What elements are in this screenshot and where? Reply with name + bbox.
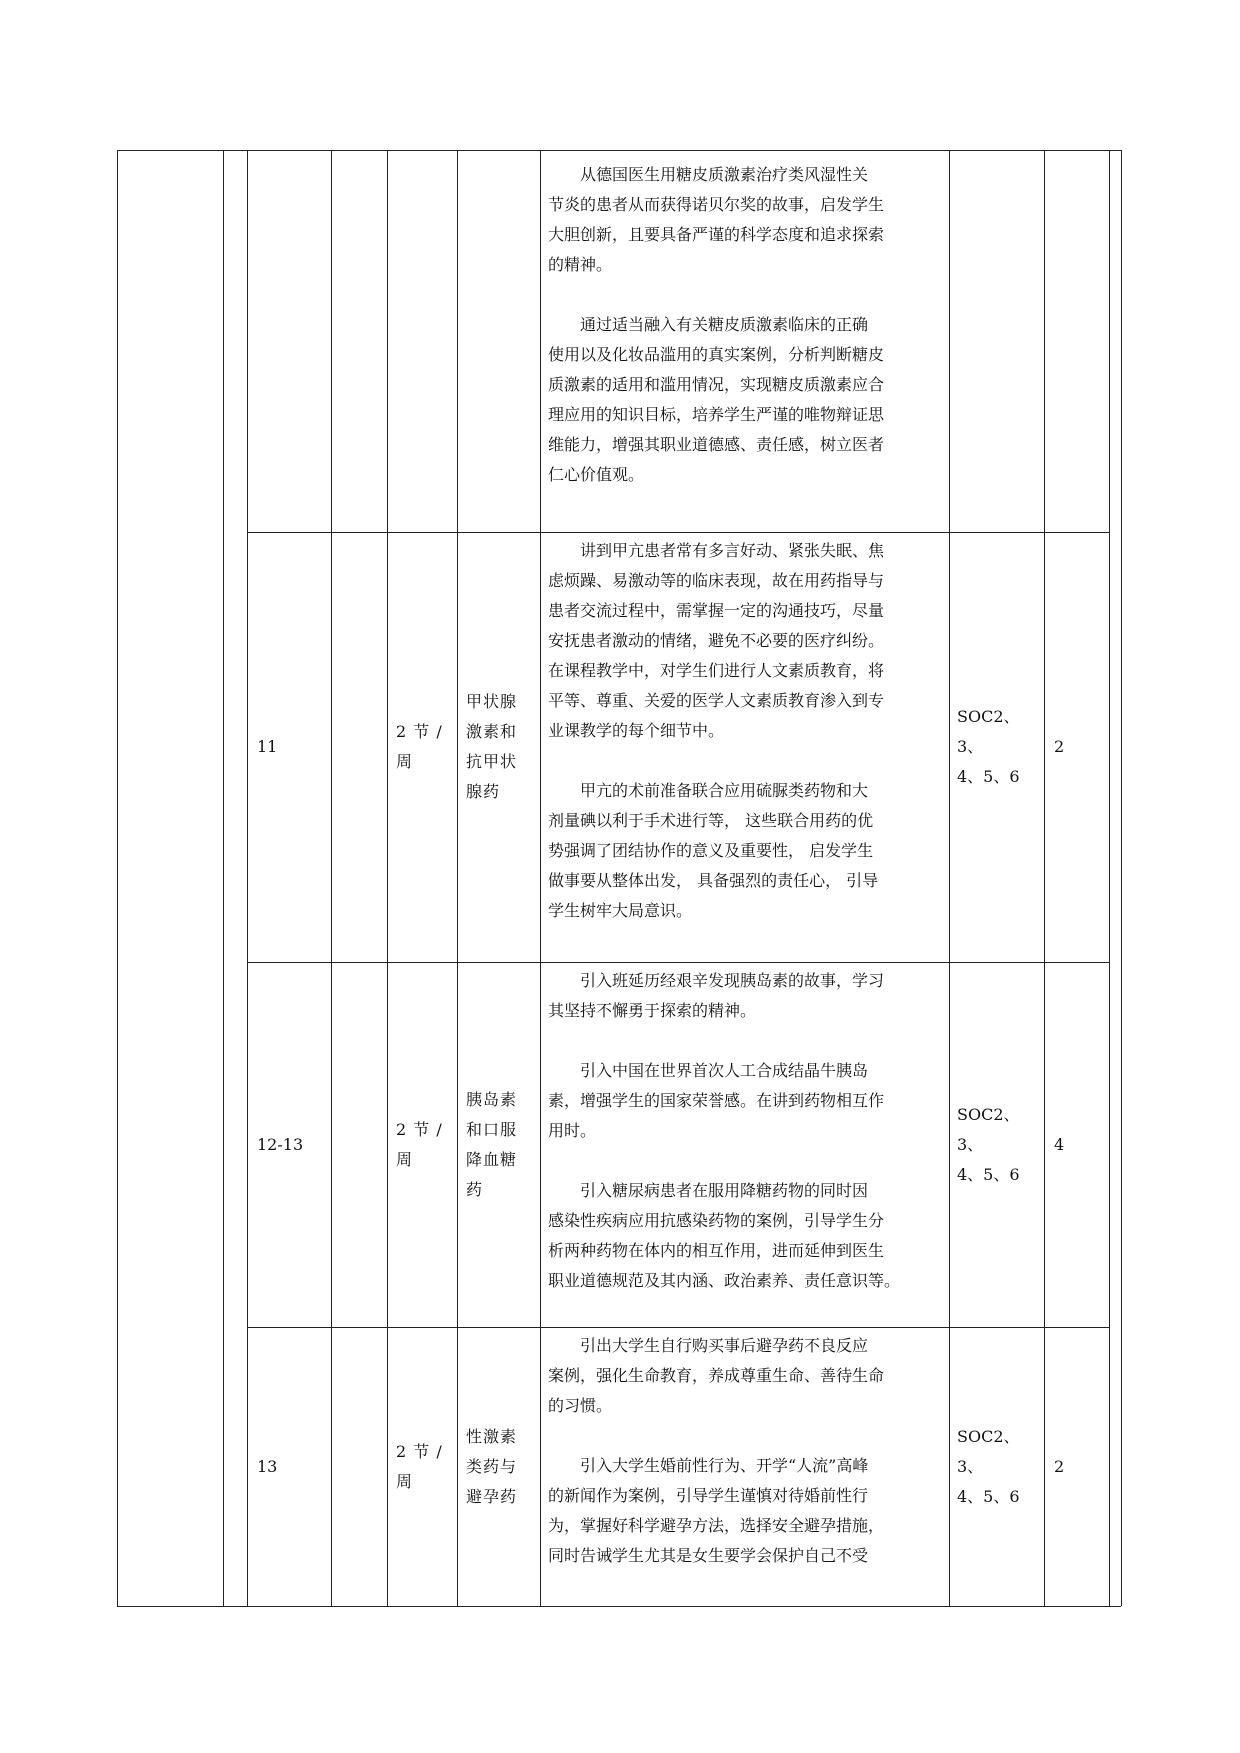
hours-cell: 2 节 / 周 (396, 1119, 443, 1169)
week-cell: 11 (257, 737, 278, 756)
table-border-bottom (117, 1606, 1121, 1607)
column-divider (949, 150, 950, 1606)
column-divider (247, 150, 248, 1606)
topic-cell: 性激素 类药与 避孕药 (466, 1426, 518, 1506)
content-paragraph: 通过适当融入有关糖皮质激素临床的正确 使用以及化妆品滥用的真实案例，分析判断糖皮 质激素的适用和滥用情况，实现糖皮质激素应合 理应用的知识目标，培养学生严谨的唯物辩证思 维能力，增强其职业道德感、责任感，树立医者 仁心价值观。 (548, 315, 885, 484)
content-paragraph: 从德国医生用糖皮质激素治疗类风湿性关 节炎的患者从而获得诺贝尔奖的故事，启发学生 大胆创新，且要具备严谨的科学态度和追求探索 的精神。 (548, 165, 885, 274)
column-divider (1109, 150, 1110, 1606)
column-divider (540, 150, 541, 1606)
credits-cell: 2 (1054, 1456, 1065, 1476)
content-paragraph: 引入中国在世界首次人工合成结晶牛胰岛 素，增强学生的国家荣誉感。在讲到药物相互作 用时。 (548, 1061, 885, 1140)
topic-cell: 胰岛素 和口服 降血糖 药 (466, 1089, 518, 1199)
column-divider (331, 150, 332, 1606)
content-cell (548, 536, 944, 926)
content-paragraph: 引出大学生自行购买事后避孕药不良反应 案例，强化生命教育，养成尊重生命、善待生命 的习惯。 (548, 1336, 885, 1415)
content-paragraph: 引入糖尿病患者在服用降糖药物的同时因 感染性疾病应用抗感染药物的案例，引导学生分 析两种药物在体内的相互作用，进而延伸到医生 职业道德规范及其内涵、政治素养、责任意识等。 (548, 1181, 901, 1290)
column-divider (223, 150, 224, 1606)
column-divider (457, 150, 458, 1606)
credits-cell: 4 (1054, 1134, 1065, 1154)
content-paragraph: 引入班延历经艰辛发现胰岛素的故事，学习 其坚持不懈勇于探索的精神。 (548, 971, 885, 1020)
content-paragraph: 讲到甲亢患者常有多言好动、紧张失眠、焦 虑烦躁、易激动等的临床表现，故在用药指导与 患者交流过程中，需掌握一定的沟通技巧，尽量 安抚患者激动的情绪，避免不必要的医疗纠纷。 在课程教学中，对学生们进行人文素质教育，将 平等、尊重、关爱的医学人文素质教育渗入到专 业课教学的每个细节中。 (548, 541, 885, 740)
objectives-cell: SOC2、3、 4、5、6 (957, 1104, 1020, 1184)
week-cell: 12-13 (257, 1134, 304, 1154)
content-cell (548, 1331, 944, 1571)
hours-cell: 2 节 / 周 (396, 722, 443, 771)
content-cell (548, 160, 944, 490)
content-paragraph: 甲亢的术前准备联合应用硫脲类药物和大 剂量碘以利于手术进行等， 这些联合用药的优 势强调了团结协作的意义及重要性， 启发学生 做事要从整体出发， 具备强烈的责任心， 引导 学生树牢大局意识。 (548, 781, 879, 920)
content-cell (548, 966, 944, 1296)
table-border-top (117, 150, 1121, 151)
objectives-cell: SOC2、3、 4、5、6 (957, 707, 1020, 786)
objectives-cell: SOC2、3、 4、5、6 (957, 1426, 1020, 1506)
column-divider (1044, 150, 1045, 1606)
content-paragraph: 引入大学生婚前性行为、开学“人流”高峰 的新闻作为案例，引导学生谨慎对待婚前性行 为，掌握好科学避孕方法，选择安全避孕措施， 同时告诫学生尤其是女生要学会保护自己不受 (548, 1456, 885, 1565)
hours-cell: 2 节 / 周 (396, 1441, 443, 1491)
credits-cell: 2 (1054, 737, 1065, 756)
topic-cell: 甲状腺 激素和 抗甲状 腺药 (466, 692, 518, 801)
week-cell: 13 (257, 1456, 278, 1476)
table-border-left (117, 150, 118, 1606)
column-divider (387, 150, 388, 1606)
table-border-right (1121, 150, 1122, 1606)
